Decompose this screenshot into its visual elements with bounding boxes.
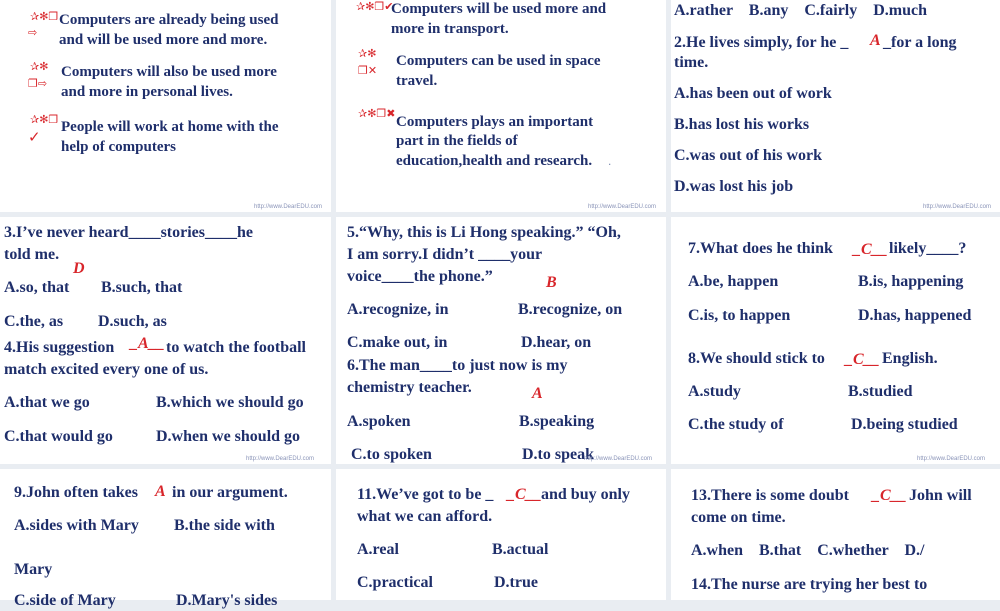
q11-stem-b: and buy only — [541, 486, 630, 503]
q9-option-b-cont: Mary — [14, 561, 53, 578]
q11-stem-c: what we can afford. — [357, 508, 493, 525]
p2-bullet-2-line-2: travel. — [396, 73, 438, 89]
trailing-dot: . — [608, 154, 612, 168]
q2-stem-b: _for a long — [883, 34, 957, 51]
p1-bullet-1-line-2: and will be used more and more. — [59, 32, 268, 48]
q9-option-a: A.sides with Mary — [14, 517, 139, 534]
q11-option-d: D.true — [494, 574, 538, 591]
p2-bullet-1-line-1: Computers will be used more and — [391, 1, 607, 17]
q11-option-b: B.actual — [492, 541, 549, 558]
watermark: http://www.DearEDU.com — [584, 456, 653, 462]
q6-answer: A — [532, 385, 543, 402]
q2-option-c: C.was out of his work — [674, 147, 823, 164]
q4-option-b: B.which we should go — [156, 394, 304, 411]
q9-stem-b: in our argument. — [172, 484, 288, 501]
arrow-icon-2: ❐⇨ — [28, 77, 48, 90]
q13-answer: _C__ — [872, 487, 907, 504]
q3-stem-b: told me. — [4, 246, 60, 263]
q4-stem-a: 4.His suggestion — [4, 339, 115, 356]
q8-option-d: D.being studied — [851, 416, 958, 433]
q5-stem-a: 5.“Why, this is Li Hong speaking.” “Oh, — [347, 224, 621, 241]
slide-panel-4 — [0, 217, 331, 464]
q8-option-a: A.study — [688, 383, 741, 400]
q11-answer: _C__ — [507, 486, 542, 503]
q2-option-b: B.has lost his works — [674, 116, 810, 133]
q4-stem-b: to watch the football — [166, 339, 306, 356]
q7-stem-a: 7.What does he think — [688, 240, 833, 257]
q1-options: A.rather B.any C.fairly D.much — [674, 2, 928, 19]
q7-option-c: C.is, to happen — [688, 307, 791, 324]
q2-stem-c: time. — [674, 54, 709, 71]
p1-bullet-1-line-1: Computers are already being used — [59, 12, 279, 28]
q2-option-a: A.has been out of work — [674, 85, 832, 102]
watermark: http://www.DearEDU.com — [917, 456, 986, 462]
slide-panel-9 — [671, 469, 1000, 600]
q5-option-c: C.make out, in — [347, 334, 448, 351]
q8-stem-b: English. — [882, 350, 938, 367]
slide-panel-3 — [671, 0, 1000, 212]
q11-option-c: C.practical — [357, 574, 433, 591]
check-icon: ✓ — [28, 128, 41, 146]
q5-answer: B — [546, 274, 557, 291]
bullet-icon-6: ✰✻❐✖ — [358, 107, 396, 120]
q7-option-a: A.be, happen — [688, 273, 779, 290]
slide-panel-8 — [336, 469, 666, 600]
q13-stem-c: come on time. — [691, 509, 786, 526]
q5-option-a: A.recognize, in — [347, 301, 449, 318]
bullet-icon-1: ✰✻❐ — [30, 10, 59, 23]
slide-panel-2 — [336, 0, 666, 212]
q4-answer: _A__ — [130, 335, 165, 352]
q11-option-a: A.real — [357, 541, 399, 558]
q9-answer: A — [155, 483, 166, 500]
q4-option-d: D.when we should go — [156, 428, 301, 445]
q4-option-c: C.that would go — [4, 428, 113, 445]
bullet-icon-2: ✰✻ — [30, 60, 49, 73]
watermark: http://www.DearEDU.com — [923, 204, 992, 210]
q7-option-b: B.is, happening — [858, 273, 964, 290]
q7-stem-b: likely____? — [889, 240, 967, 257]
slide-panel-6 — [671, 217, 1000, 464]
q13-options: A.when B.that C.whether D./ — [691, 542, 925, 559]
q5-stem-c: voice____the phone.” — [347, 268, 493, 285]
slide-panel-7 — [0, 469, 331, 609]
p1-bullet-3-line-2: help of computers — [61, 139, 176, 155]
p2-bullet-3-line-3: education,health and research. — [396, 153, 593, 169]
q2-stem-a: 2.He lives simply, for he _ — [674, 34, 849, 51]
q8-answer: _C__ — [845, 351, 880, 368]
arrow-icon-1: ⇨ — [28, 26, 38, 39]
q8-option-c: C.the study of — [688, 416, 784, 433]
p2-bullet-3-line-1: Computers plays an important — [396, 114, 594, 130]
q13-stem-a: 13.There is some doubt — [691, 487, 849, 504]
q6-stem-a: 6.The man____to just now is my — [347, 357, 568, 374]
q6-option-b: B.speaking — [519, 413, 595, 430]
p2-bullet-3-line-2: part in the fields of — [396, 133, 518, 149]
q2-option-d: D.was lost his job — [674, 178, 794, 195]
q9-stem-a: 9.John often takes — [14, 484, 139, 501]
q6-option-a: A.spoken — [347, 413, 411, 430]
q2-answer: A — [870, 32, 881, 49]
q5-option-d: D.hear, on — [521, 334, 592, 351]
p1-bullet-3-line-1: People will work at home with the — [61, 119, 279, 135]
p2-bullet-1-line-2: more in transport. — [391, 21, 509, 37]
q14-stem: 14.The nurse are trying her best to — [691, 576, 928, 593]
q5-option-b: B.recognize, on — [518, 301, 623, 318]
q6-option-c: C.to spoken — [351, 446, 432, 463]
p1-bullet-2-line-1: Computers will also be used more — [61, 64, 277, 80]
slide-panel-1 — [0, 0, 331, 212]
watermark: http://www.DearEDU.com — [254, 204, 323, 210]
cross-icon: ❐✕ — [358, 64, 378, 77]
bullet-icon-5: ✰✻ — [358, 47, 377, 60]
q6-option-d: D.to speak — [522, 446, 595, 463]
slide-panel-5 — [336, 217, 666, 464]
q6-stem-b: chemistry teacher. — [347, 379, 472, 396]
q3-option-d: D.such, as — [98, 313, 167, 330]
p1-bullet-2-line-2: and more in personal lives. — [61, 84, 233, 100]
p2-bullet-2-line-1: Computers can be used in space — [396, 53, 601, 69]
q4-option-a: A.that we go — [4, 394, 90, 411]
q5-stem-b: I am sorry.I didn’t ____your — [347, 246, 543, 263]
bullet-icon-3: ✰✻❐ — [30, 113, 59, 126]
q8-option-b: B.studied — [848, 383, 913, 400]
q3-option-a: A.so, that — [4, 279, 70, 296]
q9-option-c: C.side of Mary — [14, 592, 116, 609]
q7-option-d: D.has, happened — [858, 307, 972, 324]
q11-stem-a: 11.We’ve got to be _ — [357, 486, 494, 503]
watermark: http://www.DearEDU.com — [588, 204, 657, 210]
watermark: http://www.DearEDU.com — [246, 456, 315, 462]
q9-option-b: B.the side with — [174, 517, 275, 534]
q8-stem-a: 8.We should stick to — [688, 350, 825, 367]
q3-answer: D — [73, 260, 85, 277]
bullet-icon-4: ✰✻❐✔ — [356, 0, 394, 13]
q3-option-b: B.such, that — [101, 279, 183, 296]
q4-stem-c: match excited every one of us. — [4, 361, 209, 378]
q3-option-c: C.the, as — [4, 313, 64, 330]
q9-option-d: D.Mary's sides — [176, 592, 278, 609]
q13-stem-b: John will — [909, 487, 972, 504]
q7-answer: _C__ — [853, 241, 888, 258]
q3-stem-a: 3.I’ve never heard____stories____he — [4, 224, 253, 241]
